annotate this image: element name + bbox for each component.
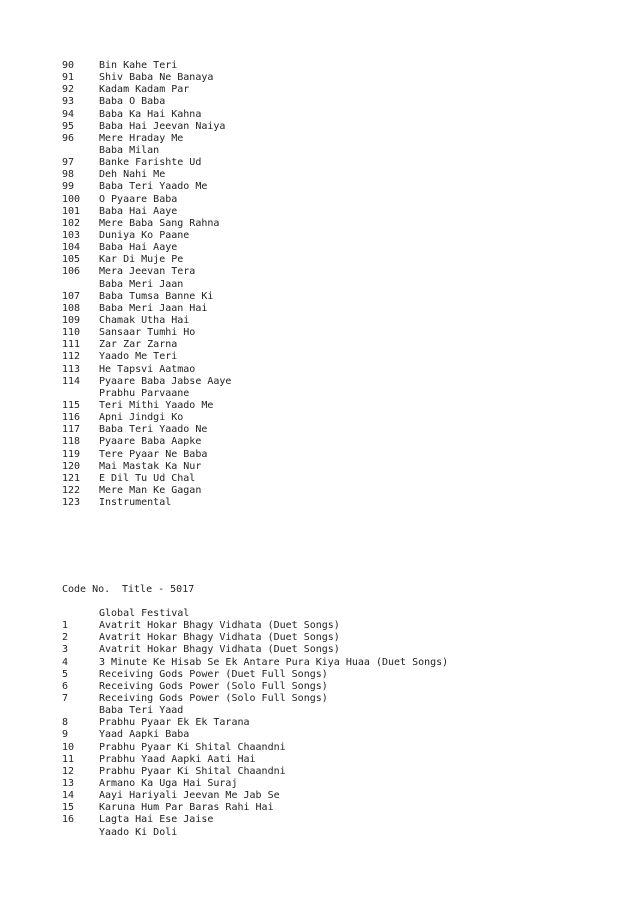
item-title: Mai Mastak Ka Nur bbox=[99, 460, 202, 472]
item-title: Aayi Hariyali Jeevan Me Jab Se bbox=[99, 790, 280, 802]
item-number: 15 bbox=[62, 802, 75, 814]
item-number: 91 bbox=[62, 72, 75, 84]
item-title: Armano Ka Uga Hai Suraj bbox=[99, 777, 238, 789]
item-title: Mere Man Ke Gagan bbox=[99, 484, 202, 496]
item-title: Avatrit Hokar Bhagy Vidhata (Duet Songs) bbox=[99, 632, 340, 644]
item-title: Duniya Ko Paane bbox=[99, 229, 190, 241]
item-title: He Tapsvi Aatmao bbox=[99, 363, 196, 375]
item-title: Avatrit Hokar Bhagy Vidhata (Duet Songs) bbox=[99, 644, 340, 656]
item-number: 104 bbox=[62, 242, 81, 254]
item-title: Prabhu Yaad Aapki Aati Hai bbox=[99, 753, 256, 765]
item-title: Lagta Hai Ese Jaise bbox=[99, 814, 214, 826]
item-title: Sansaar Tumhi Ho bbox=[99, 327, 196, 339]
item-number: 118 bbox=[62, 436, 81, 448]
item-number: 4 bbox=[62, 656, 69, 668]
item-title: Shiv Baba Ne Banaya bbox=[99, 72, 214, 84]
title-label: Title - 5017 bbox=[122, 584, 195, 595]
item-number: 113 bbox=[62, 363, 81, 375]
item-number: 7 bbox=[62, 692, 69, 704]
item-number: 115 bbox=[62, 399, 81, 411]
item-number: 94 bbox=[62, 108, 75, 120]
item-title: Baba Tumsa Banne Ki bbox=[99, 290, 214, 302]
item-number: 97 bbox=[62, 157, 75, 169]
item-title: Receiving Gods Power (Duet Full Songs) bbox=[99, 668, 328, 680]
item-title: Banke Farishte Ud bbox=[99, 157, 202, 169]
item-number: 111 bbox=[62, 339, 81, 351]
item-number: 93 bbox=[62, 96, 75, 108]
item-title: Chamak Utha Hai bbox=[99, 314, 190, 326]
item-number: 107 bbox=[62, 290, 81, 302]
item-number: 13 bbox=[62, 777, 75, 789]
item-title: Baba Teri Yaado Ne bbox=[99, 424, 208, 436]
item-number: 98 bbox=[62, 169, 75, 181]
item-title: 3 Minute Ke Hisab Se Ek Antare Pura Kiya Huaa (Duet Songs) bbox=[99, 656, 449, 668]
item-title: Teri Mithi Yaado Me bbox=[99, 399, 214, 411]
item-title: Apni Jindgi Ko bbox=[99, 412, 184, 424]
code-number-label: Code No. bbox=[62, 584, 111, 595]
item-number: 121 bbox=[62, 472, 81, 484]
item-number: 10 bbox=[62, 741, 75, 753]
item-title: Prabhu Pyaar Ek Ek Tarana bbox=[99, 717, 250, 729]
item-title: O Pyaare Baba bbox=[99, 193, 178, 205]
item-title: Instrumental bbox=[99, 497, 172, 509]
item-number: 96 bbox=[62, 132, 75, 144]
item-number: 101 bbox=[62, 205, 81, 217]
item-number: 92 bbox=[62, 84, 75, 96]
item-number: 16 bbox=[62, 814, 75, 826]
item-number: 102 bbox=[62, 217, 81, 229]
item-title: Tere Pyaar Ne Baba bbox=[99, 448, 208, 460]
item-number: 12 bbox=[62, 765, 75, 777]
item-title: Yaado Me Teri bbox=[99, 351, 178, 363]
item-title: Receiving Gods Power (Solo Full Songs) bbox=[99, 680, 328, 692]
item-number: 114 bbox=[62, 375, 81, 387]
item-title: Baba O Baba bbox=[99, 96, 166, 108]
item-number: 117 bbox=[62, 424, 81, 436]
item-number: 100 bbox=[62, 193, 81, 205]
item-number: 90 bbox=[62, 60, 75, 71]
item-title: Prabhu Parvaane bbox=[99, 387, 190, 399]
item-number: 122 bbox=[62, 484, 81, 496]
item-number: 106 bbox=[62, 266, 81, 278]
item-number: 9 bbox=[62, 729, 69, 741]
item-title: Global Festival bbox=[99, 608, 190, 619]
item-number: 5 bbox=[62, 668, 69, 680]
item-number: 8 bbox=[62, 717, 69, 729]
item-number: 14 bbox=[62, 790, 75, 802]
item-title: Karuna Hum Par Baras Rahi Hai bbox=[99, 802, 274, 814]
item-title: Baba Meri Jaan Hai bbox=[99, 302, 208, 314]
item-number: 2 bbox=[62, 632, 69, 644]
item-number: 112 bbox=[62, 351, 81, 363]
item-title: Mere Hraday Me bbox=[99, 132, 184, 144]
item-number: 95 bbox=[62, 120, 75, 132]
item-title: Yaad Aapki Baba bbox=[99, 729, 190, 741]
item-title: Prabhu Pyaar Ki Shital Chaandni bbox=[99, 741, 286, 753]
item-title: Prabhu Pyaar Ki Shital Chaandni bbox=[99, 765, 286, 777]
item-title: Pyaare Baba Jabse Aaye bbox=[99, 375, 232, 387]
item-title: Baba Hai Aaye bbox=[99, 242, 178, 254]
item-title: Zar Zar Zarna bbox=[99, 339, 178, 351]
item-title: Mere Baba Sang Rahna bbox=[99, 217, 220, 229]
item-number: 123 bbox=[62, 497, 81, 509]
item-title: Pyaare Baba Aapke bbox=[99, 436, 202, 448]
item-title: Bin Kahe Teri bbox=[99, 60, 178, 71]
item-number: 103 bbox=[62, 229, 81, 241]
item-number: 116 bbox=[62, 412, 81, 424]
item-title: Deh Nahi Me bbox=[99, 169, 166, 181]
item-number: 110 bbox=[62, 327, 81, 339]
item-title: Baba Hai Aaye bbox=[99, 205, 178, 217]
item-title: Baba Meri Jaan bbox=[99, 278, 184, 290]
item-number: 11 bbox=[62, 753, 75, 765]
item-number: 105 bbox=[62, 254, 81, 266]
item-number: 109 bbox=[62, 314, 81, 326]
item-title: Baba Ka Hai Kahna bbox=[99, 108, 202, 120]
item-title: E Dil Tu Ud Chal bbox=[99, 472, 196, 484]
item-title: Yaado Ki Doli bbox=[99, 826, 178, 838]
item-number: 3 bbox=[62, 644, 69, 656]
item-title: Kar Di Muje Pe bbox=[99, 254, 184, 266]
item-number: 6 bbox=[62, 680, 69, 692]
item-number: 119 bbox=[62, 448, 81, 460]
item-number: 120 bbox=[62, 460, 81, 472]
item-title: Baba Teri Yaad bbox=[99, 705, 184, 717]
item-title: Mera Jeevan Tera bbox=[99, 266, 196, 278]
item-number: 99 bbox=[62, 181, 75, 193]
item-number: 1 bbox=[62, 620, 69, 632]
item-title: Receiving Gods Power (Solo Full Songs) bbox=[99, 692, 328, 704]
item-number: 108 bbox=[62, 302, 81, 314]
item-title: Kadam Kadam Par bbox=[99, 84, 190, 96]
item-title: Baba Teri Yaado Me bbox=[99, 181, 208, 193]
item-title: Avatrit Hokar Bhagy Vidhata (Duet Songs) bbox=[99, 620, 340, 632]
item-title: Baba Milan bbox=[99, 144, 160, 156]
item-title: Baba Hai Jeevan Naiya bbox=[99, 120, 226, 132]
